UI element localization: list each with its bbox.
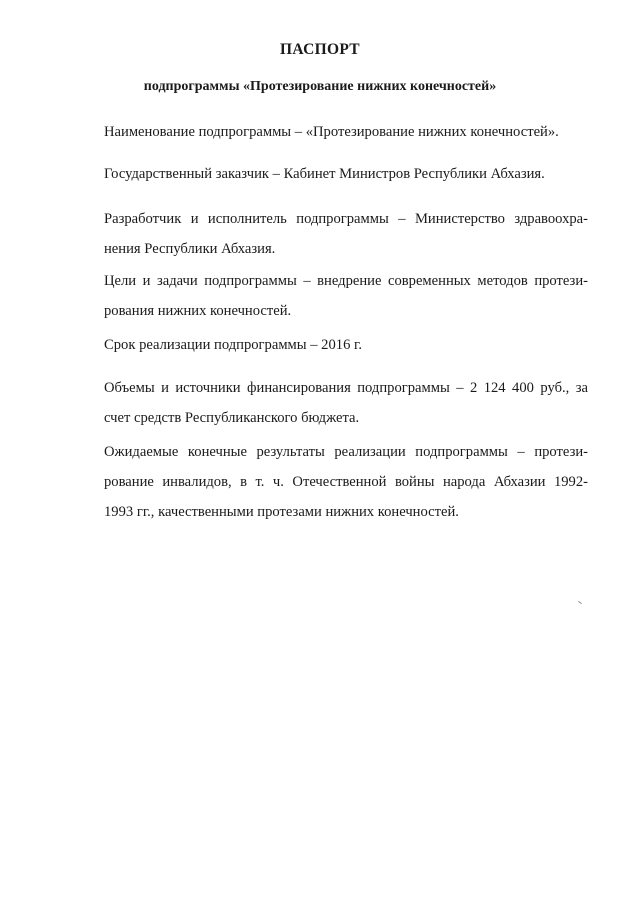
paragraph-line: нения Республики Абхазия.: [104, 241, 276, 257]
paragraph-customer: [104, 159, 588, 189]
paragraph-goals: [104, 266, 588, 326]
paragraph-results: [104, 437, 588, 527]
paragraph-line: Государственный заказчик – Кабинет Министров Республики Абхазия.: [104, 166, 545, 182]
paragraph-line: счет средств Республиканского бюджета.: [104, 410, 360, 426]
paragraph-line: рования нижних конечностей.: [104, 303, 292, 319]
paragraph-name: [104, 117, 588, 147]
paragraph-line: Цели и задачи подпрограммы – внедрение современных методов протези-: [104, 273, 588, 289]
paragraph-line: 1993 гг., качественными протезами нижних конечностей.: [104, 504, 459, 520]
scan-speck: [578, 601, 582, 604]
paragraph-funding: [104, 373, 588, 433]
document-subtitle: подпрограммы «Протезирование нижних конечностей»: [143, 79, 497, 94]
paragraph-line: Разработчик и исполнитель подпрограммы – Министерство здравоохра-: [104, 211, 588, 227]
paragraph-line: Срок реализации подпрограммы – 2016 г.: [104, 337, 363, 353]
paragraph-line: рование инвалидов, в т. ч. Отечественной войны народа Абхазии 1992-: [104, 474, 588, 490]
paragraph-line: Ожидаемые конечные результаты реализации подпрограммы – протези-: [104, 444, 588, 460]
paragraph-line: Наименование подпрограммы – «Протезирование нижних конечностей».: [104, 124, 559, 140]
paragraph-developer: [104, 204, 588, 264]
document-title: ПАСПОРТ: [280, 41, 360, 58]
paragraph-term: [104, 330, 588, 360]
paragraph-line: Объемы и источники финансирования подпрограммы – 2 124 400 руб., за: [104, 380, 588, 396]
